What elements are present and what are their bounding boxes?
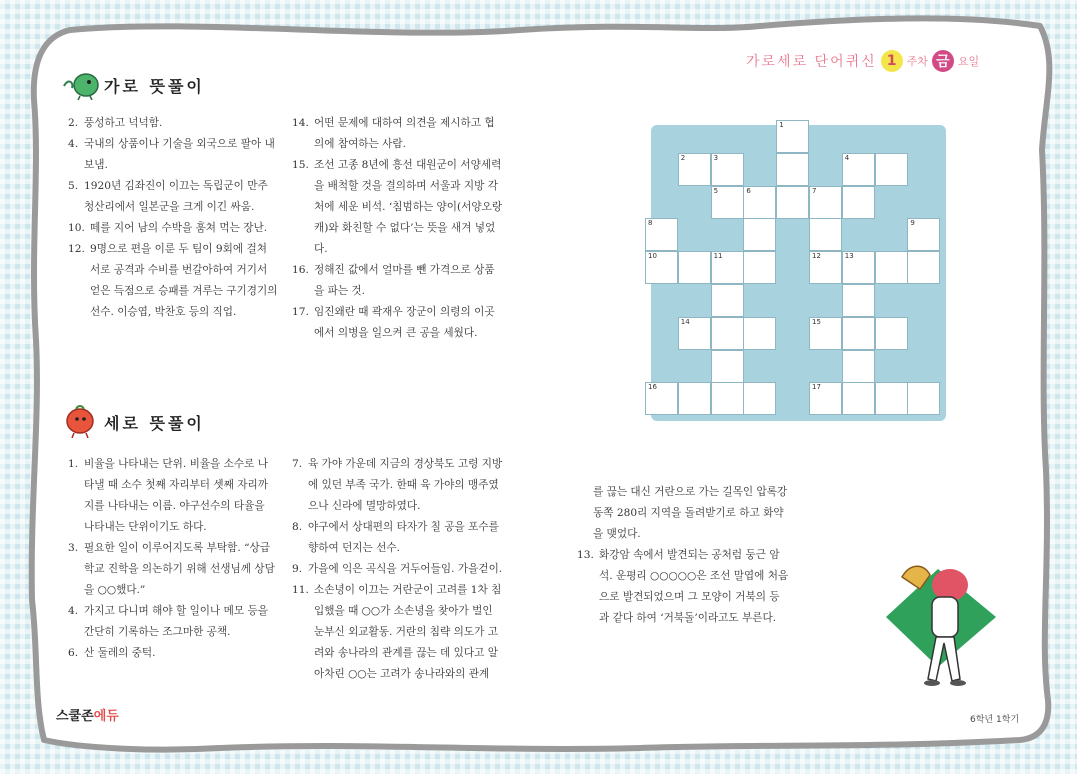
crossword-cell[interactable] — [678, 317, 711, 350]
page-footer: 6학년 1학기 — [970, 715, 1020, 725]
clue-number: 14. — [292, 117, 309, 129]
cell-number: 11 — [713, 252, 723, 261]
cell-number: 13 — [844, 252, 854, 261]
clue-number: 4. — [68, 605, 79, 617]
clue-text: 9명으로 편을 이룬 두 팀이 9회에 걸쳐 서로 공격과 수비를 번갈아하여 거기서 얻은 득점으로 승패를 겨루는 구기경기의 선수. 이승엽, 박찬호 등의 직업. — [90, 243, 278, 318]
clue-item — [292, 580, 504, 685]
clue-text: 육 가야 가운데 지금의 경상북도 고령 지방에 있던 부족 국가. 한때 육 가야의 맹주였으나 신라에 멸망하였다. — [308, 458, 503, 512]
clue-text: 산 둘레의 중턱. — [84, 647, 156, 659]
crossword-cell[interactable] — [809, 251, 842, 284]
crossword-cell[interactable] — [678, 382, 711, 415]
clue-text: 국내의 상품이나 기술을 외국으로 팔아 내보냄. — [84, 138, 275, 171]
crossword-cell[interactable] — [678, 153, 711, 186]
clue-number: 17. — [292, 306, 309, 318]
clue-number: 8. — [292, 521, 303, 533]
crossword-cell[interactable] — [809, 317, 842, 350]
clue-number: 11. — [292, 584, 309, 596]
clue-text: 가지고 다니며 해야 할 일이나 메모 등을 간단히 기록하는 조그마한 공책. — [84, 605, 268, 638]
clue-item — [577, 545, 789, 629]
clue-number: 1. — [68, 458, 79, 470]
crossword-cell[interactable] — [711, 350, 744, 383]
crossword-cell[interactable] — [842, 382, 875, 415]
clue-item — [292, 260, 504, 302]
red-character-icon — [62, 405, 100, 439]
clue-item — [292, 454, 504, 517]
crossword-cell[interactable] — [776, 186, 809, 219]
crossword-cell[interactable] — [776, 120, 809, 153]
week-badge: 1 — [881, 50, 903, 72]
crossword-cell[interactable] — [645, 382, 678, 415]
crossword-cell[interactable] — [809, 382, 842, 415]
clue-number: 5. — [68, 180, 79, 192]
clue-text: 떼를 지어 남의 수박을 훔쳐 먹는 장난. — [90, 222, 268, 234]
across-clues-col2 — [292, 113, 504, 344]
across-clues-col1 — [68, 113, 278, 323]
clue-number: 6. — [68, 647, 79, 659]
clue-number: 12. — [68, 243, 85, 255]
cell-number: 1 — [779, 121, 784, 129]
crossword-cell[interactable] — [875, 251, 908, 284]
clue-text: 임진왜란 때 곽재우 장군이 의령의 이곳에서 의병을 일으켜 큰 공을 세웠다. — [314, 306, 495, 339]
crossword-cell[interactable] — [743, 251, 776, 284]
clue-text: 화강암 속에서 발견되는 공처럼 둥근 암석. 운평리 ○○○○○은 조선 말엽에 처음으로 발견되었으며 그 모양이 거북의 등과 같다 하여 ‘거북돌’이라고도 부른다. — [599, 549, 789, 624]
crossword-cell[interactable] — [907, 382, 940, 415]
cell-number: 5 — [713, 186, 719, 195]
crossword-cell[interactable] — [907, 218, 940, 251]
clue-item — [68, 454, 278, 538]
crossword-cell[interactable] — [743, 218, 776, 251]
clue-number: 9. — [292, 563, 303, 575]
clue-item — [292, 113, 504, 155]
cell-number: 7 — [812, 186, 817, 195]
down-heading — [62, 405, 205, 439]
clue-item — [68, 601, 278, 643]
cell-number: 14 — [680, 317, 690, 326]
clue-item — [292, 517, 504, 559]
crossword-cell[interactable] — [842, 186, 875, 219]
header-title: 가로세로 단어퀴신 — [746, 54, 877, 70]
clue-item — [577, 482, 789, 545]
clue-number — [577, 482, 593, 545]
cell-number: 4 — [844, 153, 850, 162]
down-clues-col1 — [68, 454, 278, 664]
clue-number: 13. — [577, 549, 594, 561]
crossword-cell[interactable] — [645, 251, 678, 284]
crossword-cell[interactable] — [743, 186, 776, 219]
crossword-cell[interactable] — [711, 251, 744, 284]
crossword-cell[interactable] — [743, 317, 776, 350]
clue-number: 15. — [292, 159, 309, 171]
crossword-cell[interactable] — [809, 186, 842, 219]
crossword-cell[interactable] — [776, 153, 809, 186]
baseball-player-illustration — [880, 555, 1000, 690]
cell-number: 2 — [680, 153, 686, 162]
clue-text: 풍성하고 넉넉함. — [84, 117, 163, 129]
clue-text: 조선 고종 8년에 흥선 대원군이 서양세력을 배척할 것을 결의하며 서울과 지방 각처에 세운 비석. ‘침범하는 양이(서양오랑캐)와 화친할 수 없다’는 뜻을 새겨 넣었다. — [314, 159, 503, 255]
crossword-cell[interactable] — [907, 251, 940, 284]
crossword-cell[interactable] — [842, 284, 875, 317]
clue-text: 정해진 값에서 얼마를 뺀 가격으로 상품을 파는 것. — [314, 264, 495, 297]
cell-number: 12 — [812, 252, 821, 261]
day-badge: 금 — [932, 50, 954, 72]
cell-number: 10 — [648, 252, 657, 261]
crossword-cell[interactable] — [711, 317, 744, 350]
clue-text: 를 끊는 대신 거란으로 가는 길목인 압록강 동쪽 280리 지역을 돌려받기로 하고 화약을 맺었다. — [593, 486, 788, 540]
clue-number: 7. — [292, 458, 303, 470]
crossword-cell[interactable] — [711, 153, 744, 186]
clue-item — [292, 302, 504, 344]
clue-text: 소손녕이 이끄는 거란군이 고려를 1차 침입했을 때 ○○가 소손녕을 찾아가 벌인 눈부신 외교활동. 거란의 침략 의도가 고려와 송나라의 관계를 끊는 데 있다고 알아차린 ○○는 고려가 송나라와의 관계 — [314, 584, 502, 680]
crossword-cell[interactable] — [842, 153, 875, 186]
day-header — [746, 48, 979, 74]
down-clues-col2 — [292, 454, 504, 685]
down-clues-col3 — [577, 482, 789, 629]
crossword-cell[interactable] — [875, 317, 908, 350]
clue-text: 비율을 나타내는 단위. 비율을 소수로 나타낼 때 소수 첫째 자리부터 셋째 자리까지를 나타내는 이름. 야구선수의 타율을 나타내는 단위이기도 하다. — [84, 458, 268, 533]
clue-text: 필요한 일이 이루어지도록 부탁함. “상급학교 진학을 의논하기 위해 선생님께 상담을 ○○했다.” — [84, 542, 275, 596]
crossword-cell[interactable] — [645, 218, 678, 251]
cell-number: 6 — [746, 186, 751, 195]
cell-number: 3 — [713, 153, 719, 162]
clue-item — [68, 113, 278, 134]
crossword-cell[interactable] — [711, 186, 744, 219]
clue-item — [68, 538, 278, 601]
crossword-cell[interactable] — [842, 317, 875, 350]
crossword-cell[interactable] — [842, 251, 875, 284]
clue-text: 야구에서 상대편의 타자가 칠 공을 포수를 향하여 던지는 선수. — [308, 521, 499, 554]
green-character-icon — [62, 70, 100, 100]
crossword-cell[interactable] — [875, 153, 908, 186]
clue-number: 16. — [292, 264, 309, 276]
cell-number: 9 — [910, 219, 915, 228]
clue-number: 2. — [68, 117, 79, 129]
week-suffix: 주차 — [906, 55, 928, 68]
clue-item — [68, 134, 278, 176]
down-title: 세로 뜻풀이 — [104, 413, 205, 433]
across-heading — [62, 70, 205, 100]
clue-item — [68, 218, 278, 239]
day-suffix: 요일 — [957, 55, 980, 68]
crossword-cell[interactable] — [809, 218, 842, 251]
cell-number: 15 — [812, 317, 821, 326]
clue-item — [292, 155, 504, 260]
clue-item — [68, 643, 278, 664]
crossword-cell[interactable] — [711, 284, 744, 317]
cell-number: 8 — [648, 219, 653, 228]
brand-logo — [56, 705, 119, 724]
clue-text: 1920년 김좌진이 이끄는 독립군이 만주 청산리에서 일본군을 크게 이긴 싸움. — [84, 180, 268, 213]
across-title: 가로 뜻풀이 — [104, 76, 205, 96]
crossword-cell[interactable] — [711, 382, 744, 415]
clue-item — [292, 559, 504, 580]
crossword-cell[interactable] — [842, 350, 875, 383]
clue-item — [68, 239, 278, 323]
cell-number: 16 — [648, 383, 657, 392]
clue-number: 10. — [68, 222, 85, 234]
clue-text: 어떤 문제에 대하여 의견을 제시하고 협의에 참여하는 사람. — [314, 117, 495, 150]
crossword-cell[interactable] — [678, 251, 711, 284]
cell-number: 17 — [812, 383, 821, 392]
clue-number: 3. — [68, 542, 79, 554]
clue-text: 가을에 익은 곡식을 거두어들임. 가을걷이. — [308, 563, 503, 575]
crossword-cell[interactable] — [743, 382, 776, 415]
clue-number: 4. — [68, 138, 79, 150]
logo-main: 스쿨존 — [56, 709, 94, 724]
logo-edu: 에듀 — [93, 709, 119, 724]
crossword-cell[interactable] — [875, 382, 908, 415]
clue-item — [68, 176, 278, 218]
